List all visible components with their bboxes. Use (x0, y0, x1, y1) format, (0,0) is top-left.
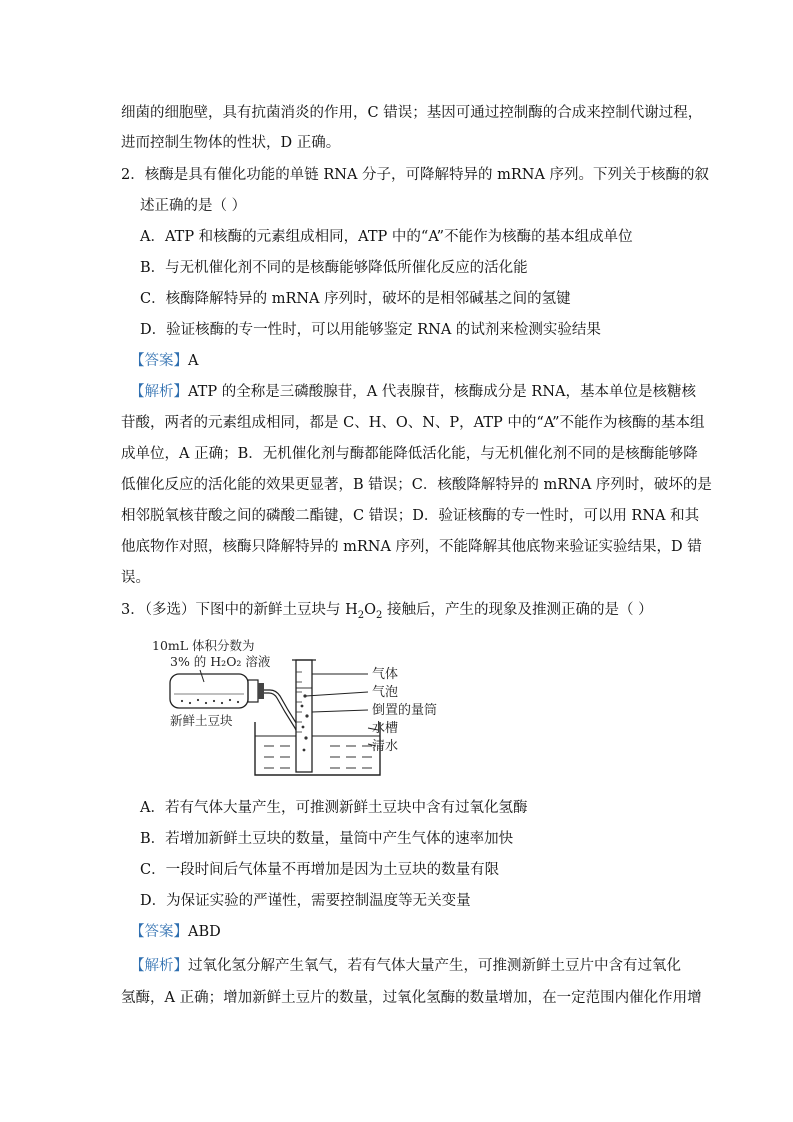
potato-label: 新鲜土豆块 (170, 713, 233, 728)
q2-stem-line-2: 述正确的是（ ） (140, 198, 247, 214)
q2-option-d: D．验证核酶的专一性时，可以用能够鉴定 RNA 的试剂来检测实验结果 (140, 322, 601, 338)
q2-analysis-line-3: 成单位，A 正确；B．无机催化剂与酶都能降低活化能，与无机催化剂不同的是核酶能够降 (121, 446, 698, 462)
q2-analysis-tag: 【解析】 (130, 384, 188, 400)
q3-analysis-tag: 【解析】 (130, 958, 188, 974)
q3-stem: 3．（多选）下图中的新鲜土豆块与 $H_2O_2$ 接触后，产生的现象及推测正确的是（ ） (121, 602, 653, 621)
q2-analysis-line-6: 他底物作对照，核酶只降解特异的 mRNA 序列，不能降解其他底物来验证实验结果，D 错 (121, 539, 702, 555)
q2-option-b: B．与无机催化剂不同的是核酶能够降低所催化反应的活化能 (140, 260, 528, 276)
water-tank (255, 722, 380, 775)
q2-analysis-line-4: 低催化反应的活化能的效果更显著，B 错误；C．核酸降解特异的 mRNA 序列时，破坏的是 (121, 477, 712, 493)
label-tank: 水槽 (372, 721, 399, 736)
q3-answer (130, 922, 221, 942)
q2-answer-tag: 【答案】 (130, 353, 188, 369)
intro-line-2: 进而控制生物体的性状，D 正确。 (121, 135, 341, 151)
q3-analysis-line-2: 氢酶，A 正确；增加新鲜土豆片的数量，过氧化氢酶的数量增加，在一定范围内催化作用增 (121, 990, 702, 1006)
q3-answer-tag: 【答案】 (130, 924, 188, 940)
q2-option-a: A．ATP 和核酶的元素组成相同，ATP 中的“A”不能作为核酶的基本组成单位 (140, 229, 633, 245)
q2-analysis-line-5: 相邻脱氧核苷酸之间的磷酸二酯键，C 错误；D．验证核酶的专一性时，可以用 RNA 和其 (121, 508, 700, 524)
q3-option-b: B．若增加新鲜土豆块的数量，量筒中产生气体的速率加快 (140, 831, 514, 847)
q3-analysis-text-1: 过氧化氢分解产生氧气，若有气体大量产生，可推测新鲜土豆片中含有过氧化 (188, 958, 681, 974)
bottle-label-2: 3% 的 H₂O₂ 溶液 (170, 654, 271, 669)
q3-analysis-line-1 (130, 956, 681, 976)
q2-answer (130, 351, 198, 371)
q3-option-a: A．若有气体大量产生，可推测新鲜土豆块中含有过氧化氢酶 (140, 800, 528, 816)
bottle-label-leader (200, 670, 204, 682)
inverted-cylinder (292, 660, 316, 772)
q2-analysis-text-1: ATP 的全称是三磷酸腺苷，A 代表腺苷，核酶成分是 RNA，基本单位是核糖核 (188, 384, 696, 400)
q2-answer-value: A (188, 353, 199, 369)
q3-option-c: C．一段时间后气体量不再增加是因为土豆块的数量有限 (140, 862, 500, 878)
label-bubble: 气泡 (372, 685, 399, 700)
apparatus-figure (140, 630, 480, 790)
q2-analysis-line-1 (130, 382, 696, 402)
q2-option-c: C．核酶降解特异的 mRNA 序列时，破坏的是相邻碱基之间的氢键 (140, 291, 571, 307)
q2-analysis-line-2: 苷酸，两者的元素组成相同，都是 C、H、O、N、P，ATP 中的“A”不能作为核酶的基本组 (121, 415, 705, 431)
label-water: 清水 (372, 739, 399, 754)
figure-leaders (306, 674, 378, 746)
bottle-label-1: 10mL 体积分数为 (152, 638, 255, 653)
q3-answer-value: ABD (188, 924, 221, 940)
label-gas: 气体 (372, 667, 399, 682)
q3-option-d: D．为保证实验的严谨性，需要控制温度等无关变量 (140, 893, 471, 909)
q2-analysis-line-7: 误。 (121, 570, 150, 586)
intro-line-1: 细菌的细胞壁，具有抗菌消炎的作用，C 错误；基因可通过控制酶的合成来控制代谢过程， (121, 105, 703, 121)
label-cylinder: 倒置的量筒 (372, 703, 438, 718)
q2-stem-line-1: 2．核酶是具有催化功能的单链 RNA 分子，可降解特异的 mRNA 序列。下列关于核酶的叙 (121, 167, 710, 183)
reagent-bottle (170, 674, 264, 708)
